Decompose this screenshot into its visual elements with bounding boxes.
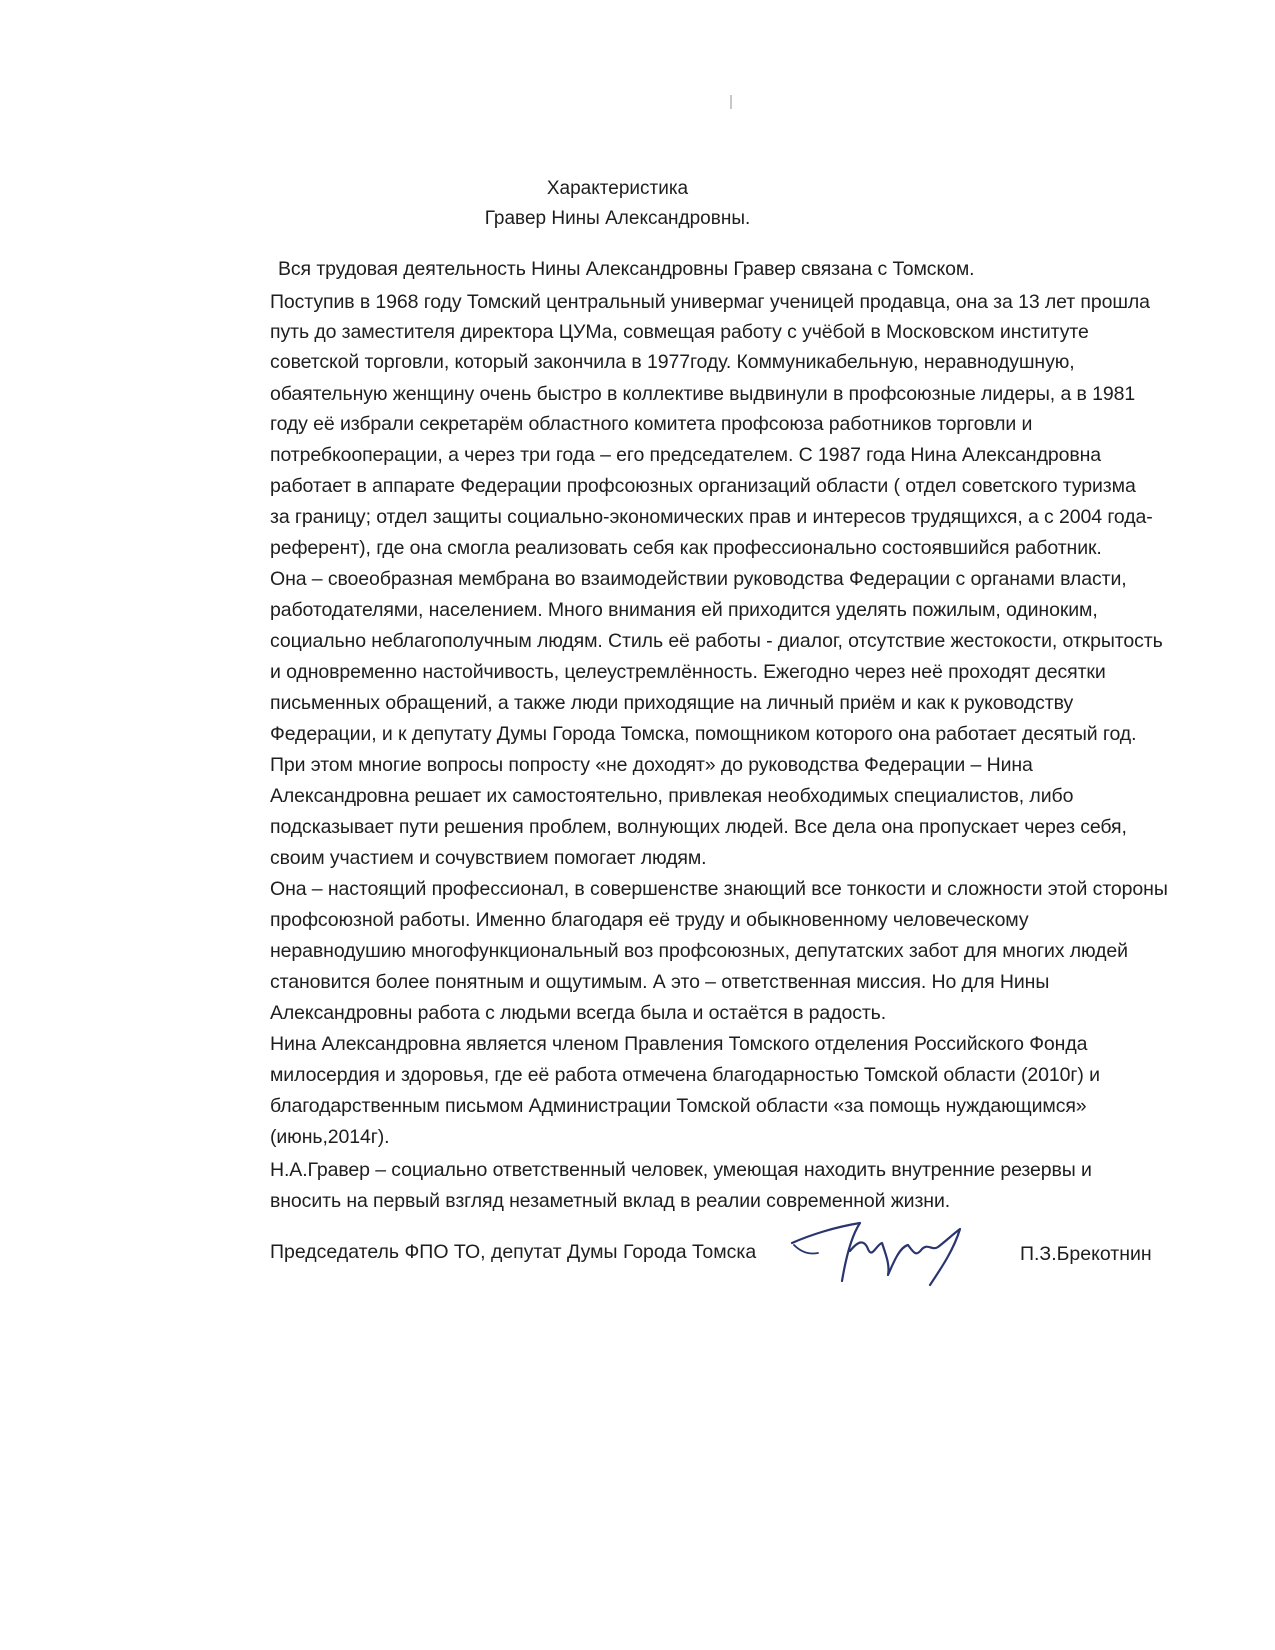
body-line: за границу; отдел защиты социально-экономических прав и интересов трудящихся, а с 2004 года- xyxy=(270,506,1153,528)
document-title: Характеристика xyxy=(546,178,689,199)
body-line: становится более понятным и ощутимым. А это – ответственная миссия. Но для Нины xyxy=(270,971,1050,993)
body-line: Александровны работа с людьми всегда была и остаётся в радость. xyxy=(270,1002,887,1024)
body-line: милосердия и здоровья, где её работа отмечена благодарностью Томской области (2010г) и xyxy=(270,1064,1100,1086)
body-line: благодарственным письмом Администрации Томской области «за помощь нуждающимся» xyxy=(270,1095,1087,1117)
body-line: Поступив в 1968 году Томский центральный универмаг ученицей продавца, она за 13 лет прошла xyxy=(270,291,1150,313)
body-line: вносить на первый взгляд незаметный вклад в реалии современной жизни. xyxy=(270,1190,951,1212)
signatory-role: Председатель ФПО ТО, депутат Думы Города Томска xyxy=(270,1241,757,1263)
handwritten-signature-icon xyxy=(790,1205,990,1295)
body-line: При этом многие вопросы попросту «не доходят» до руководства Федерации – Нина xyxy=(270,754,1033,776)
body-line: Она – своеобразная мембрана во взаимодействии руководства Федерации с органами власти, xyxy=(270,568,1127,590)
body-line: и одновременно настойчивость, целеустремлённость. Ежегодно через неё проходят десятки xyxy=(270,661,1106,683)
scan-speck xyxy=(730,95,732,109)
body-line: работодателями, населением. Много внимания ей приходится уделять пожилым, одиноким, xyxy=(270,599,1098,621)
body-line: Нина Александровна является членом Правления Томского отделения Российского Фонда xyxy=(270,1033,1088,1055)
signatory-name: П.З.Брекотнин xyxy=(1020,1243,1152,1265)
body-line: своим участием и сочувствием помогает людям. xyxy=(270,847,707,869)
body-line: Вся трудовая деятельность Нины Александровны Гравер связана с Томском. xyxy=(278,258,975,280)
body-line: письменных обращений, а также люди приходящие на личный приём и как к руководству xyxy=(270,692,1074,714)
body-line: Федерации, и к депутату Думы Города Томска, помощником которого она работает десятый год. xyxy=(270,723,1137,745)
body-line: потребкооперации, а через три года – его председателем. С 1987 года Нина Александровна xyxy=(270,444,1102,466)
body-line: социально неблагополучным людям. Стиль её работы - диалог, отсутствие жестокости, открытость xyxy=(270,630,1163,652)
body-line: году её избрали секретарём областного комитета профсоюза работников торговли и xyxy=(270,413,1033,435)
body-line: неравнодушию многофункциональный воз профсоюзных, депутатских забот для многих людей xyxy=(270,940,1128,962)
body-line: Н.А.Гравер – социально ответственный человек, умеющая находить внутренние резервы и xyxy=(270,1159,1092,1181)
body-line: профсоюзной работы. Именно благодаря её труду и обыкновенному человеческому xyxy=(270,909,1029,931)
body-line: работает в аппарате Федерации профсоюзных организаций области ( отдел советского туризма xyxy=(270,475,1136,497)
body-line: Александровна решает их самостоятельно, привлекая необходимых специалистов, либо xyxy=(270,785,1074,807)
body-line: подсказывает пути решения проблем, волнующих людей. Все дела она пропускает через себя, xyxy=(270,816,1127,838)
body-line: Она – настоящий профессионал, в совершенстве знающий все тонкости и сложности этой стороны xyxy=(270,878,1168,900)
body-line: советской торговли, который закончила в 1977году. Коммуникабельную, неравнодушную, xyxy=(270,351,1075,373)
body-line: путь до заместителя директора ЦУМа, совмещая работу с учёбой в Московском институте xyxy=(270,321,1089,343)
document-subtitle: Гравер Нины Александровны. xyxy=(484,208,751,229)
body-line: обаятельную женщину очень быстро в коллективе выдвинули в профсоюзные лидеры, а в 1981 xyxy=(270,383,1136,405)
body-line: (июнь,2014г). xyxy=(270,1126,390,1148)
body-line: референт), где она смогла реализовать себя как профессионально состоявшийся работник. xyxy=(270,537,1102,559)
